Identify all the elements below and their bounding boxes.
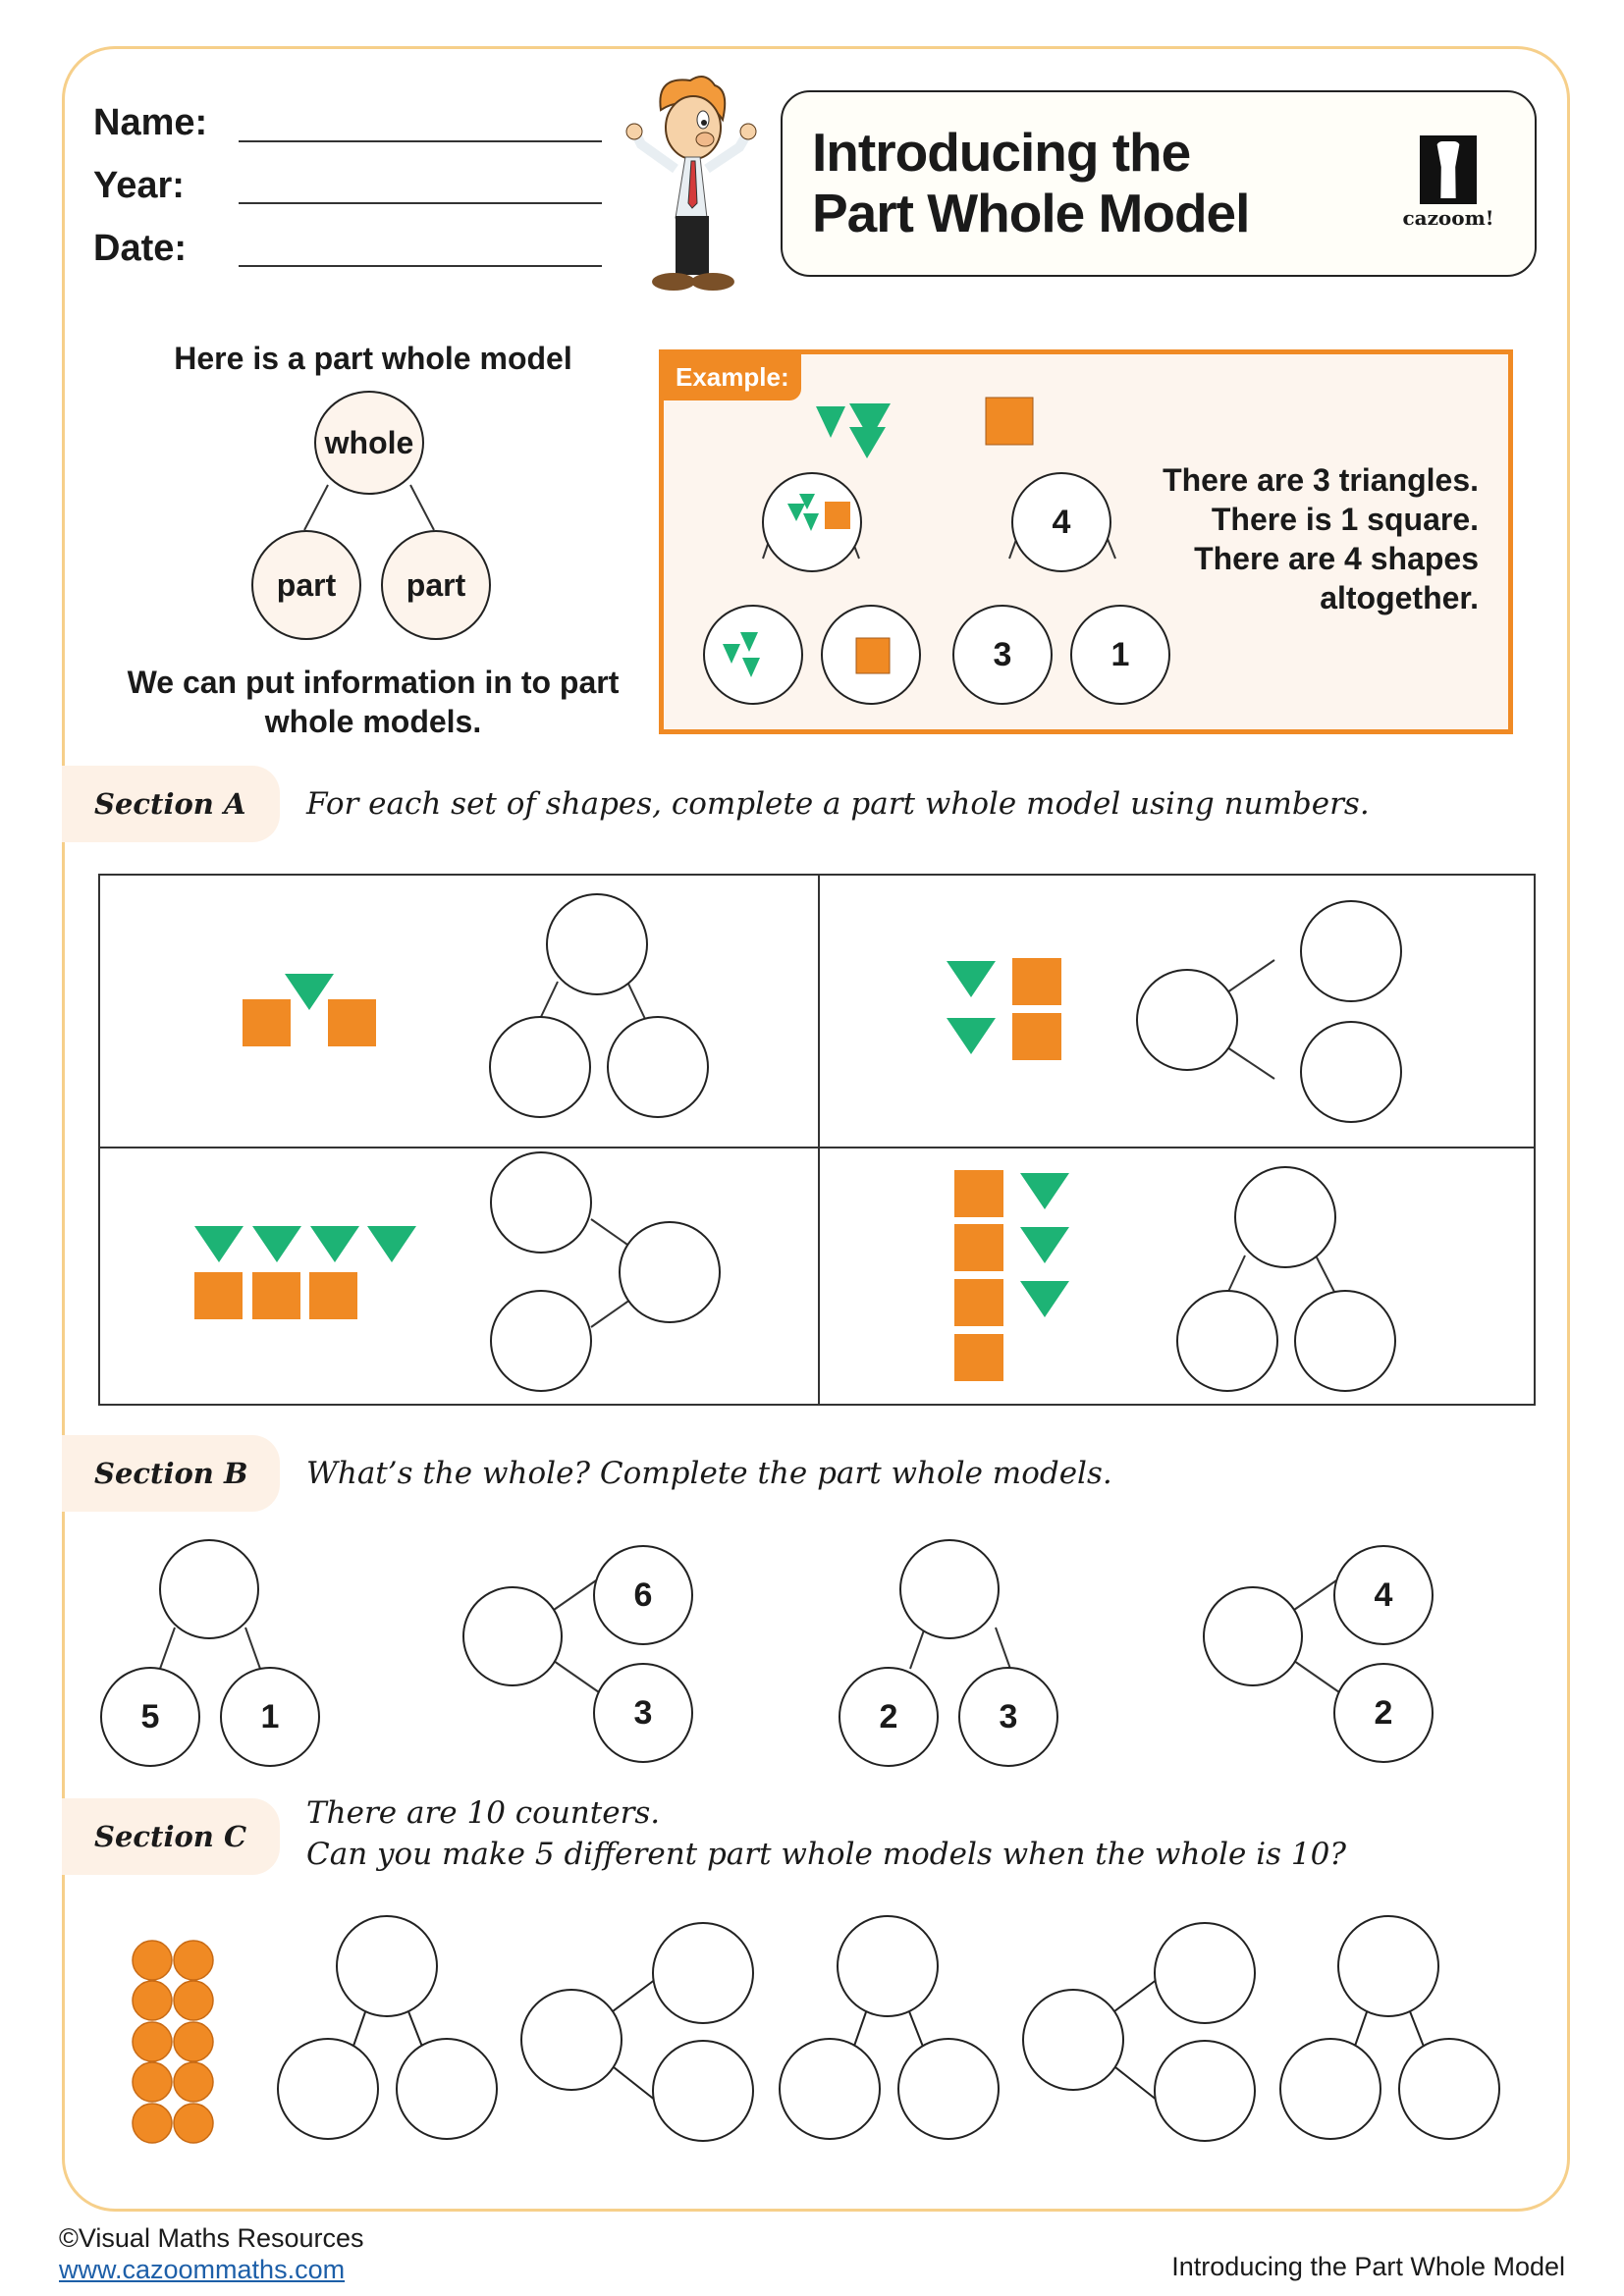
- date-label: Date:: [93, 228, 188, 269]
- section-c-instruction: [306, 1792, 1346, 1875]
- title-box: [781, 90, 1537, 277]
- section-b-instruction: What’s the whole? Complete the part whole models.: [306, 1456, 1112, 1491]
- footer-doc-title: Introducing the Part Whole Model: [1171, 2252, 1565, 2281]
- copyright-text: ©Visual Maths Resources: [59, 2223, 364, 2253]
- example-line: There are 3 triangles.: [1163, 462, 1479, 498]
- section-b-part: 1: [220, 1667, 320, 1767]
- section-b-part: 3: [593, 1663, 693, 1763]
- section-a-grid: [98, 874, 1536, 1406]
- year-field[interactable]: [239, 202, 602, 204]
- name-field[interactable]: [239, 140, 602, 142]
- example-tag: Example:: [664, 354, 801, 400]
- title-line-2: Part Whole Model: [812, 183, 1250, 243]
- example-part-number-circle-1: 3: [952, 605, 1053, 705]
- section-b-whole-answer-4[interactable]: [1203, 1586, 1303, 1686]
- section-b-part: 2: [1333, 1663, 1434, 1763]
- example-line: There are 4 shapes: [1194, 541, 1479, 576]
- section-a-instruction: For each set of shapes, complete a part whole model using numbers.: [306, 786, 1370, 822]
- example-part-triangles-circle: [703, 605, 803, 705]
- section-b-part: 3: [958, 1667, 1058, 1767]
- section-b-label: Section B: [62, 1435, 280, 1512]
- intro-heading: Here is a part whole model: [174, 341, 572, 376]
- example-line: There is 1 square.: [1211, 502, 1479, 537]
- section-b-whole-answer-1[interactable]: [159, 1539, 259, 1639]
- intro-whole-circle: whole: [314, 391, 424, 495]
- title-line-1: Introducing the: [812, 122, 1191, 183]
- example-part-number-circle-2: 1: [1070, 605, 1170, 705]
- intro-part-circle-2: part: [381, 530, 491, 640]
- name-label: Name:: [93, 102, 208, 143]
- footer-left: [59, 2222, 364, 2285]
- section-c-label: Section C: [62, 1798, 280, 1875]
- answer-circle-whole: [547, 894, 647, 994]
- year-label: Year:: [93, 165, 185, 206]
- example-explanation: [1163, 460, 1479, 617]
- example-part-square-circle: [821, 605, 921, 705]
- logo-text: cazoom!: [1402, 206, 1494, 230]
- cazoom-logo: [1399, 135, 1497, 230]
- section-c-instruction-line-1: There are 10 counters.: [306, 1795, 661, 1831]
- example-box: [659, 349, 1513, 734]
- intro-part-circle-1: part: [251, 530, 361, 640]
- section-b-part: 2: [839, 1667, 939, 1767]
- section-b-part: 5: [100, 1667, 200, 1767]
- example-whole-number-circle: 4: [1011, 472, 1111, 572]
- mascot-illustration: [617, 71, 764, 306]
- section-c-instruction-line-2: Can you make 5 different part whole models when the whole is 10?: [306, 1837, 1346, 1872]
- section-a-drawings: [100, 876, 1538, 1408]
- logo-glass-icon: [1420, 135, 1477, 204]
- section-b-part: 6: [593, 1545, 693, 1645]
- intro-caption: We can put information in to part whole models.: [127, 665, 620, 739]
- date-field[interactable]: [239, 265, 602, 267]
- example-whole-shapes-circle: [762, 472, 862, 572]
- section-a-label: Section A: [62, 766, 280, 842]
- website-link[interactable]: www.cazoommaths.com: [59, 2255, 346, 2284]
- section-b-whole-answer-2[interactable]: [462, 1586, 563, 1686]
- example-line: altogether.: [1320, 580, 1479, 615]
- page-title: [812, 122, 1249, 243]
- section-b-whole-answer-3[interactable]: [899, 1539, 1000, 1639]
- section-b-part: 4: [1333, 1545, 1434, 1645]
